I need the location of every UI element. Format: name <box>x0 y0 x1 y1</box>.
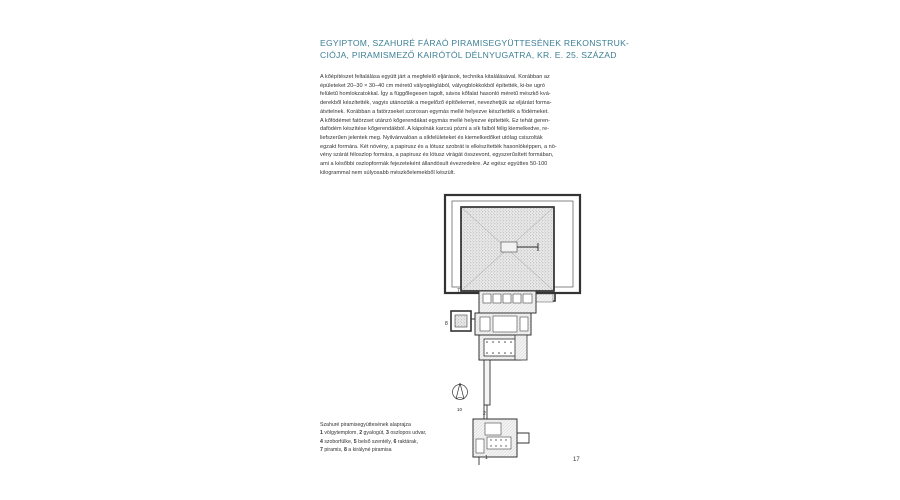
title-line-2: CIÓJA, PIRAMISMEZŐ KAIRÓTÓL DÉLNYUGATRA, KR. E. 25. SZÁZAD <box>320 50 617 60</box>
caption-line-3 <box>320 446 460 454</box>
legend-number: 5 <box>353 438 357 445</box>
plan-label-10: 10 <box>457 407 463 412</box>
legend-number: 8 <box>343 447 347 454</box>
legend-text: oszlopos udvar, <box>388 430 427 437</box>
body-line: ami a későbbi oszlopformák fejezeteként állandósult évezredekre. Az egész együttes 50-100 <box>320 161 548 168</box>
page-title <box>320 37 630 61</box>
plan-label-7: 7 <box>457 288 460 294</box>
caption-title: Szahuré piramisegyüttesének alaprajza <box>320 422 411 428</box>
legend-number: 7 <box>320 447 323 454</box>
mortuary-temple <box>475 291 536 360</box>
caption-line-1 <box>320 429 460 437</box>
legend-text: szoborfülke, <box>322 438 354 445</box>
plan-label-1: 1 <box>485 455 488 461</box>
body-paragraph <box>320 73 582 177</box>
legend-number: 1 <box>320 430 323 437</box>
body-line: derekből készítették, vagyis utánozták a megelőző építőelemet, nevezhetjük az eljárást forma- <box>320 100 552 107</box>
main-pyramid <box>461 207 554 291</box>
body-line: A kőfödémet fatörzset utánzó kőgerendákat egymás mellé helyezve építették. Ez tehát geren- <box>320 117 551 124</box>
body-line: átvitelnek. Korábban a fatörzseket szorosan egymás mellé helyezve készítették a födémeket. <box>320 108 549 115</box>
title-line-1: EGYIPTOM, SZAHURÉ FÁRAÓ PIRAMISEGYÜTTESÉNEK REKONSTRUK- <box>320 38 630 48</box>
body-line: felületű homlokzatokkal. Így a függőlegesen tagolt, sávos kőfalat hasonló méretű mészkő kvá- <box>320 91 551 98</box>
body-line: épületeket 20–30 × 30–40 cm méretű vályogtéglából, vályogblokkokból építették, ki-be ugró <box>320 82 545 89</box>
body-line: dafödém készítése kőgerendákból. A kápolnák karcsú pózni a sík falból félig kiemelkedve, re- <box>320 126 550 133</box>
north-arrow-icon <box>453 383 468 400</box>
legend-text: raktárak, <box>396 438 418 445</box>
pyramid-complex-floor-plan <box>443 193 588 468</box>
legend-number: 3 <box>386 430 389 437</box>
body-line: liefszerűen jelentek meg. Nyilvánvalóan a síkfelületeket és kiemelkedőket utólag csiszolták <box>320 134 543 141</box>
legend-number: 2 <box>359 430 363 437</box>
plan-label-8: 8 <box>445 321 448 327</box>
legend-text: völgytemplom, <box>322 430 360 437</box>
body-line: A kőépítészet feltalálása együtt járt a megfelelő eljárások, technika kitalálásával. Korábban az <box>320 74 550 80</box>
caption-line-2 <box>320 438 460 446</box>
page-number: 17 <box>573 457 580 463</box>
queen-pyramid <box>451 311 475 331</box>
valley-temple <box>473 419 529 465</box>
body-line: vény szárát féloszlop formára, a papirusz és lótusz virágát összevont, egyszerűsített formában, <box>320 152 554 159</box>
body-line: kilogrammal nem súlyosabb mészkőelemekből készült. <box>320 169 456 176</box>
legend-text: belső szentély, <box>356 438 394 445</box>
body-line: egzakt formára. Két növény, a papirusz és a lótusz szobrát is elkészítették hasonlóképpen, a nö- <box>320 143 557 150</box>
legend-number: 6 <box>393 438 397 445</box>
legend-text: a királyné piramisa <box>346 447 392 454</box>
legend-text: gyalogút, <box>362 430 387 437</box>
figure-caption <box>320 421 460 455</box>
legend-number: 4 <box>320 438 323 445</box>
legend-text: piramis, <box>322 447 344 454</box>
plan-label-2: 2 <box>483 411 486 417</box>
